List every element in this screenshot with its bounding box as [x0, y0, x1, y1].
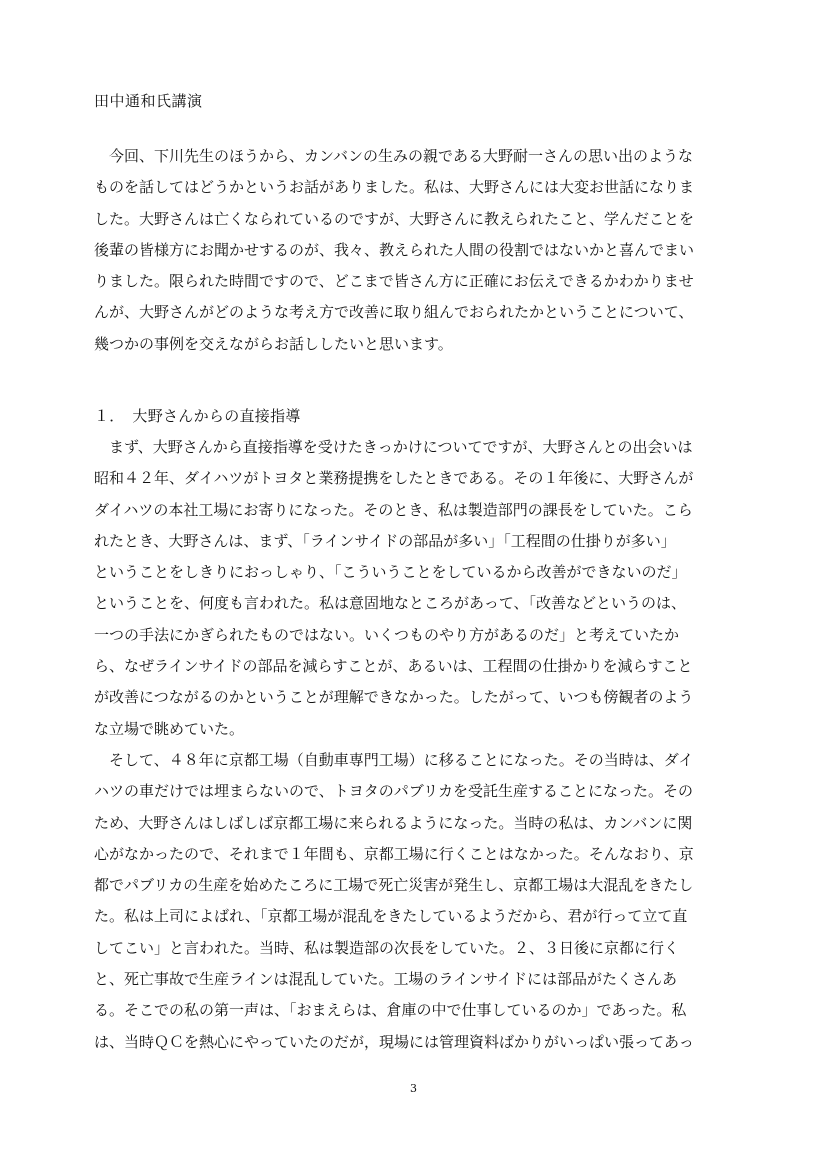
text-line: ということを、何度も言われた。私は意固地なところがあって、「改善などというのは、 — [94, 594, 687, 613]
text-line: 心がなかったので、それまで１年間も、京都工場に行くことはなかった。そんなおり、京 — [94, 844, 694, 863]
text-line: ハツの車だけでは埋まらないので、トヨタのパブリカを受託生産することになった。その — [94, 782, 693, 801]
text-line: れたとき、大野さんは、まず、「ラインサイドの部品が多い」「工程間の仕掛りが多い」 — [94, 531, 676, 550]
text-line: 一つの手法にかぎられたものではない。いくつものやり方があるのだ」と考えていたか — [94, 625, 680, 644]
text-line: まず、大野さんから直接指導を受けたきっかけについてですが、大野さんとの出会いは — [94, 438, 693, 456]
text-line: が改善につながるのかということが理解できなかった。したがって、いつも傍観者のよう — [94, 688, 694, 707]
text-line: る。そこでの私の第一声は、「おまえらは、倉庫の中で仕事しているのか」であった。私 — [94, 1001, 687, 1020]
page-number: 3 — [410, 1082, 417, 1095]
intro-paragraph — [94, 141, 774, 360]
text-line: ものを話してはどうかというお話がありました。私は、大野さんには大変お世話になりま — [94, 178, 695, 197]
text-line: してこい」と言われた。当時、私は製造部の次長をしていた。２、３日後に京都に行く — [94, 938, 680, 957]
text-line: 都でパブリカの生産を始めたころに工場で死亡災害が発生し、京都工場は大混乱をきたし — [94, 876, 694, 895]
text-line: と、死亡事故で生産ラインは混乱していた。工場のラインサイドには部品がたくさんあ — [94, 970, 678, 989]
text-line: 幾つかの事例を交えながらお話ししたいと思います。 — [94, 334, 453, 353]
section-heading: １． 大野さんからの直接指導 — [94, 407, 301, 425]
text-line: んが、大野さんがどのような考え方で改善に取り組んでおられたかということについて、 — [94, 303, 694, 322]
lecture-title: 田中通和氏講演 — [94, 92, 203, 110]
text-line: な立場で眺めていた。 — [94, 719, 245, 738]
text-line: ら、なぜラインサイドの部品を減らすことが、あるいは、工程間の仕掛かりを減らすこと — [94, 657, 693, 676]
text-line: た。私は上司によばれ、「京都工場が混乱をきたしているようだから、君が行って立て直 — [94, 907, 688, 926]
text-line: は、当時ＱＣを熱心にやっていたのだが，現場には管理資料ばかりがいっぱい張ってあっ — [94, 1032, 694, 1051]
text-line: 後輩の皆様方にお聞かせするのが、我々、教えられた人間の役割ではないかと喜んでまい — [94, 240, 695, 259]
text-line: した。大野さんは亡くなられているのですが、大野さんに教えられたこと、学んだことを — [94, 209, 695, 228]
text-line: ダイハツの本社工場にお寄りになった。そのとき、私は製造部門の課長をしていた。こら — [94, 500, 693, 519]
section-body — [94, 432, 774, 1058]
text-line: 今回、下川先生のほうから、カンバンの生みの親である大野耐一さんの思い出のような — [94, 147, 693, 165]
text-line: そして、４８年に京都工場（自動車専門工場）に移ることになった。その当時は、ダイ — [94, 750, 694, 769]
text-line: 昭和４２年、ダイハツがトヨタと業務提携をしたときである。その１年後に、大野さんが — [94, 469, 694, 488]
text-line: りました。限られた時間ですので、どこまで皆さん方に正確にお伝えできるかわかりませ — [94, 272, 694, 291]
text-line: ため、大野さんはしばしば京都工場に来られるようになった。当時の私は、カンバンに関 — [94, 813, 693, 832]
text-line: ということをしきりにおっしゃり、「こういうことをしているから改善ができないのだ」 — [94, 563, 687, 582]
